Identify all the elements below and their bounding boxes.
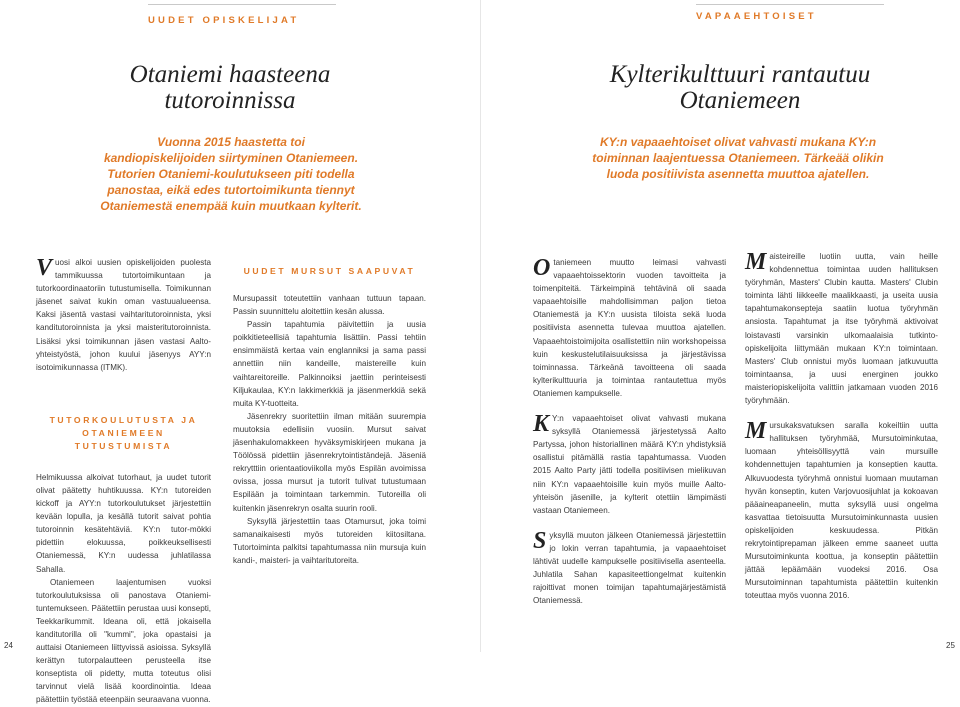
left-col1-paragraph-3: Otaniemeen laajentumisen vuoksi tutorkoulutuksissa oli panostava Otaniemi-tuntemukseen. Päätettiin perustaa uusi konsepti, Teekkarikummit. Ideana oli, että jokaisella kanditutorilla oli "kummi", joka opastaisi ja auttaisi Otaniemeen liittyvissä asioissa. Syksyllä kerättyn tutorpalautteen perusteella itse konseptista oli pidetty, mutta toteutus olisi tarvinnut vielä lisää koordinointia. Ideaa päätettiin työstää eteenpäin seuraavana vuonna. (36, 577, 211, 705)
right-col2-paragraph-1: Maisteireille luotiin uutta, vain heille kohdennettua toimintaa uuden hallituksen työryhmän, Masters' Clubin kautta. Masters' Clubin toiminta lähti liikkeelle maalikkaasti, ja useita uusia tapahtumakonsepteja saatiin luotua työryhmän ansiosta. Tapahtumat ja itse työryhmä aktivoivat loistavasti varsinkin ulkomaalaisia tutkinto-opiskelijoita liittymään mukaan KY:n toimintaan. Masters' Club onnistui myös luomaan jatkuvuutta toimintaansa, ja uusi energinen joukko maisteriopiskelijoita valittiin jatkamaan vuoden 2016 työryhmään. (745, 249, 938, 406)
left-page-number: 24 (4, 641, 13, 650)
left-col2-paragraph-4: Syksyllä järjestettiin taas Otamursut, joka toimi samanaikaisesti myös tutoreiden kiitosiltana. Tutortoiminta palkitsi tapahtumassa niin mursuja kuin kandi-, maisteri- ja vaihtaritutoreita. (233, 516, 426, 565)
left-col2-paragraph-2: Passin tapahtumia päivitettiin ja uusia poikkitieteellisiä tapahtumia lisättiin. Passi tehtiin ensimmäistä kertaa vain englanniksi ja sama passi annettiin niin kandeille, maistereille kuin vaihtareitoreille. Palkinnoiksi jaettiin perinteisesti Kiljukaulaa, KY:n lakkimerkkiä ja jäsenmerkkiä sekä muita KY-tuotteita. (233, 320, 426, 408)
left-section-tag: UUDET OPISKELIJAT (148, 15, 300, 26)
left-headline (60, 62, 400, 114)
left-column-1 (36, 256, 211, 707)
right-col1-paragraph-3: Syksyllä muuton jälkeen Otaniemessä järjestettiin jo lokin verran tapahtumia, ja vapaaehtoiset lähtivät uudelle kampukselle positiivisella asenteella. Juhlatila Sahan kapasiteettiongelmat kuitenkin rajoittivat monen toimijan tapahtumajärjestämistä Otaniemessä. (533, 527, 726, 606)
left-top-rule (148, 4, 336, 5)
right-section-tag: VAPAAEHTOISET (696, 11, 817, 22)
left-col1-paragraph-2: Helmikuussa alkoivat tutorhaut, ja uudet tutorit olivat päätetty huhtikuussa. KY:n tutoreiden kickoff ja AYY:n tutorkoulutukset järjestettiin kevään lopulla, ja kesällä tutorit saivat pohtia tutoroinnin kesätehtäviä. KY:n tutor-mökki pidettiin elokuussa, poikkeuksellisesti Otaniemessä, KY:n uudessa juhlatilassa Sahalla. (36, 472, 211, 574)
right-headline (560, 62, 920, 114)
left-col2-paragraph-3: Jäsenrekry suoritettiin ilman mitään suurempia muutoksia edellisiin vuosiin. Mursut saivat jäsenhakulomakkeen hyväksymiskirjeen mukana ja Töölössä pidettiin jäsenrekrytointiständejä. Jäseniä rekrytttiin orientaatioviikolla myös Espilän avoimissa ovissa, jossa mursut ja tutorit tulivat tutustumaan Espilään ja toimintaan tarkemmin. Tutoreilla oli kuitenkin jäsenrekryn osalta suurin rooli. (233, 411, 426, 513)
right-lead: KY:n vapaaehtoiset olivat vahvasti mukana KY:n toiminnan laajentuessa Otaniemeen. Tärkeää olikin luoda positiivista asennetta muuttoa ajatellen. (592, 135, 884, 181)
left-col2-paragraph-1: Mursupassit toteutettiin vanhaan tuttuun tapaan. Passin suunnittelu aloitettiin kesän alussa. (233, 294, 426, 317)
right-headline-line1: Kylterikulttuuri rantautuu (609, 61, 871, 88)
right-col1-paragraph-1: Otaniemeen muutto leimasi vahvasti vapaaehtoissektorin vuoden tavoitteita ja toimenpiteitä. Tärkeimpinä tehtävinä oli saada vapaaehtoisille mahdollisimman paljon tietoa Otaniemestä ja KY:n uusista tiloista sekä luoda positiivista asennetta tulevaa muuttoa ajatellen. Vapaaehtoistoimijoita osallistettiin niin workshopeissa kuin keskustelutilaisuuksissa ja järjestävissa toiminnassa. Tärkeänä tavoitteena oli saada kylterikulttuuria ja toimintaa rantautettua myös Otaniemen kampukselle. (533, 255, 726, 398)
right-col1-paragraph-2: K Y:n vapaaehtoiset olivat vahvasti mukana syksyllä Otaniemessä järjestetyssä Aalto Partyssa, johon historiallinen määrä KY:n yhdistyksiä osallistui pitämällä rastia tapahtumassa. Vuoden 2015 Aalto Party jätti todella positiivisen mielikuvan niin KY:n vapaaehtoisille kuin myös muille Aalto-yhteisön jäsenille, ja kylterit otettiin lämpimästi vastaan Otaniemeen. (533, 411, 726, 515)
drop-cap: K (533, 411, 550, 438)
left-column-2 (233, 265, 426, 567)
drop-cap: O (533, 255, 551, 281)
right-top-rule (696, 4, 884, 5)
right-page-number: 25 (946, 641, 955, 650)
drop-cap: M (745, 249, 767, 275)
drop-cap: M (745, 418, 767, 445)
left-lead: Vuonna 2015 haastetta toi kandiopiskelijoiden siirtyminen Otaniemeen. Tutorien Otaniemi-koulutukseen piti todella panostaa, eikä edes tutortoimikunta tiennyt Otaniemestä enempää kuin muutkaan kylterit. (100, 135, 362, 213)
right-column-2 (745, 250, 938, 602)
left-headline-line1: Otaniemi haasteena (129, 61, 331, 88)
page-gutter (480, 0, 481, 652)
drop-cap: S (533, 527, 547, 554)
left-subheading-mursut: UUDET MURSUT SAAPUVAT (243, 266, 416, 276)
left-headline-line2: tutoroinnissa (164, 87, 296, 114)
right-headline-line2: Otaniemeen (679, 87, 801, 114)
right-col2-paragraph-2: Mursukaksvatuksen saralla kokeiltiin uutta hallituksen työryhmää, Mursutoiminkutaa, luomaan yhteisöllisyyttä vain mursuille kohdennettujen tapahtumien ja konseptien kautta. Alkuvuodesta työryhmä onnistui luomaan muutaman hyvän konseptin, kuten Varjovuosijuhlat ja kokoavan pääaineapaneelin, mutta syksyllä uusi ongelma kasvattaa tietoisuutta Mursutoiminkunnasta uusien opiskelijoiden keskuudessa. Pitkän rekrytointiprepaman jälkeen emme saaneet uutta Mursutoiminkunta koottua, ja konseptin päätettiin jättää lepäämään vuodeksi 2016. Osa Mursutoiminnan tapahtumista päätettiin kuitenkin toteuttaa myös vuonna 2016. (745, 418, 938, 601)
left-subheading-tutorkoulutus: TUTORKOULUTUSTA JA OTANIEMEEN TUTUSTUMISTA (49, 414, 198, 451)
right-column-1 (533, 256, 726, 607)
drop-cap: V (36, 255, 53, 281)
left-col1-paragraph-1: Vuosi alkoi uusien opiskelijoiden puolesta tammikuussa tutortoimikuntaan ja tutorkoordinaatoriin tutustumisella. Toimikunnan jäsenet saivat kukin oman vastuualueensa. Kaksi jäsentä vastasi vaihtaritutoroinnista, yksi kanditutoroinnista ja yksi maisteritutoroinnista. Lisäksi yksi toimikunnan jäsen vastasi Aalto-yhteistyöstä, johon kuului jäsenyys AYY:n isotoimikunnassa (ITMK). (36, 255, 211, 372)
